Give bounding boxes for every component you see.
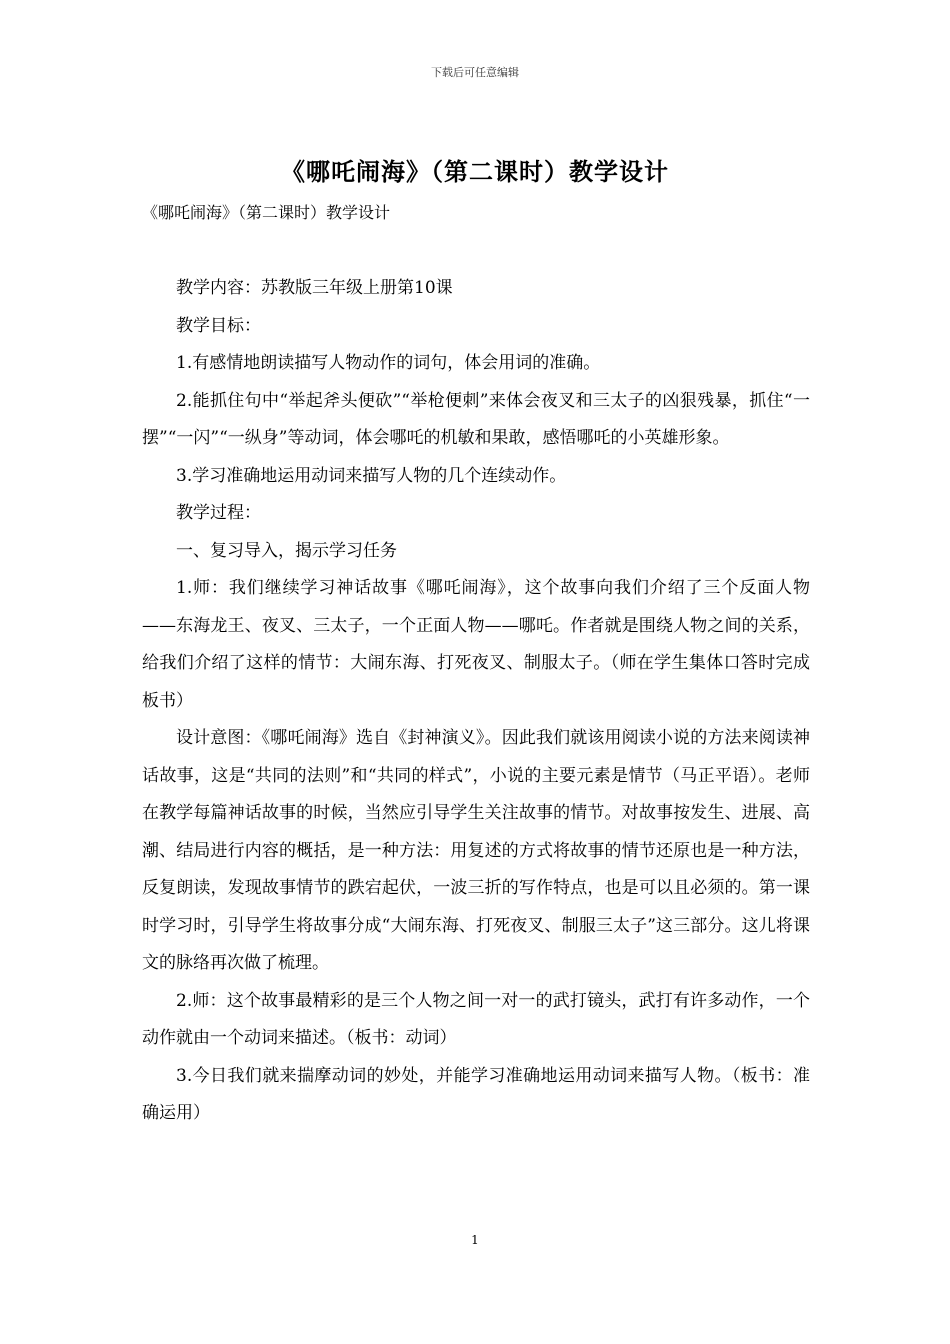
paragraph-goal-2: 2.能抓住句中“举起斧头便砍”“举枪便刺”来体会夜叉和三太子的凶狠残暴，抓住“一摆”“一闪”“一纵身”等动词，体会哪吒的机敏和果敢，感悟哪吒的小英雄形象。 <box>142 390 810 448</box>
paragraph-teaching-content: 教学内容：苏教版三年级上册第10课 <box>176 278 453 298</box>
paragraph-design-intent: 设计意图：《哪吒闹海》选自《封神演义》。因此我们就该用阅读小说的方法来阅读神话故事，这是“共同的法则”和“共同的样式”，小说的主要元素是情节（马正平语）。老师在教学每篇神话故事的时候，当然应引导学生关注故事的情节。对故事按发生、进展、高潮、结局进行内容的概括，是一种方法：用复述的方式将故事的情节还原也是一种方法，反复朗读，发现故事情节的跌宕起伏，一波三折的写作特点，也是可以且必须的。第一课时学习时，引导学生将故事分成“大闹东海、打死夜叉、制服三太子”这三部分。这儿将课文的脉络再次做了梳理。 <box>142 728 810 973</box>
paragraph-goal-3: 3.学习准确地运用动词来描写人物的几个连续动作。 <box>176 465 567 486</box>
paragraph-section-1-heading: 一、复习导入，揭示学习任务 <box>176 540 397 561</box>
paragraph-process-heading: 教学过程： <box>176 503 261 523</box>
document-title: 《哪吒闹海》（第二课时）教学设计 <box>281 157 669 186</box>
page-header-note: 下载后可任意编辑 <box>431 66 519 79</box>
paragraph-step-1: 1.师：我们继续学习神话故事《哪吒闹海》，这个故事向我们介绍了三个反面人物——东海龙王、夜叉、三太子，一个正面人物——哪吒。作者就是围绕人物之间的关系，给我们介绍了这样的情节：大闹东海、打死夜叉、制服太子。（师在学生集体口答时完成板书） <box>142 578 810 711</box>
paragraph-goals-heading: 教学目标： <box>176 315 261 336</box>
document-body <box>142 270 810 1133</box>
document-subtitle: 《哪吒闹海》（第二课时）教学设计 <box>142 203 391 222</box>
paragraph-goal-1: 1.有感情地朗读描写人物动作的词句，体会用词的准确。 <box>176 353 601 373</box>
paragraph-step-3: 3.今日我们就来揣摩动词的妙处，并能学习准确地运用动词来描写人物。（板书：准确运用） <box>142 1065 810 1123</box>
page-number: 1 <box>471 1233 479 1247</box>
paragraph-step-2: 2.师：这个故事最精彩的是三个人物之间一对一的武打镜头，武打有许多动作，一个动作就由一个动词来描述。（板书：动词） <box>142 990 810 1048</box>
